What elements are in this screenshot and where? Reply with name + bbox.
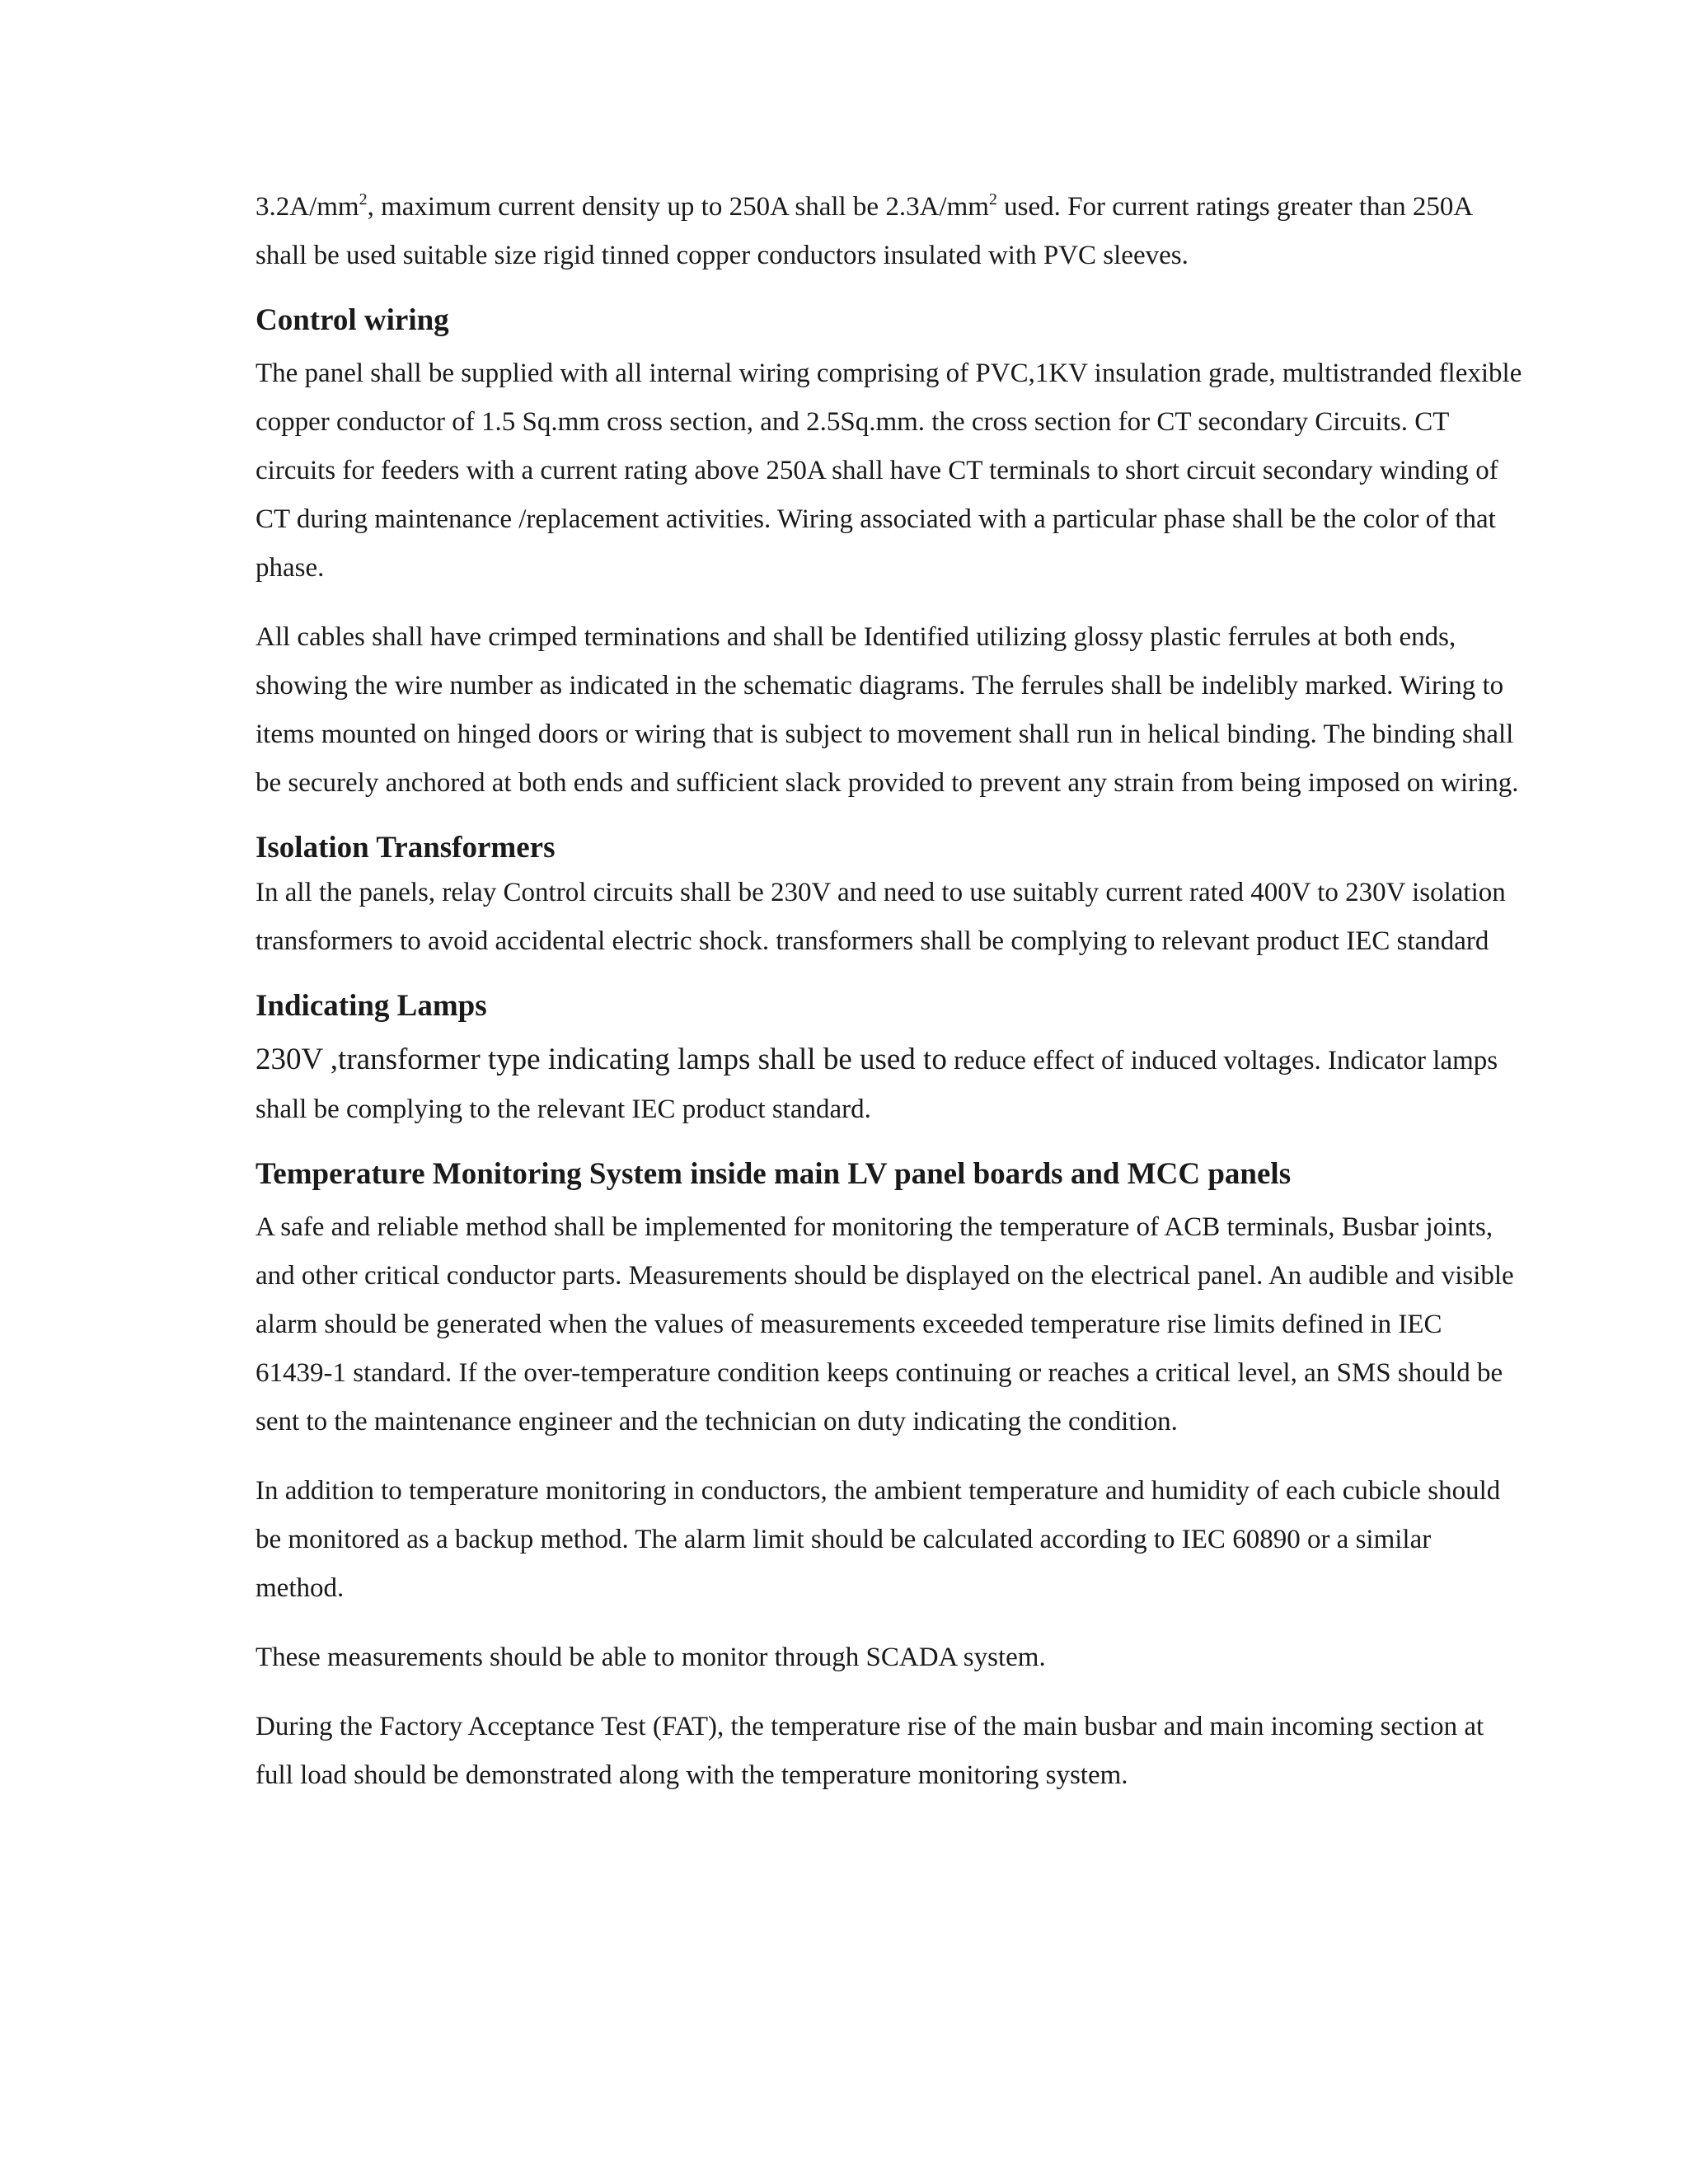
document-page <box>256 183 1525 1800</box>
lamps-text-rest: reduce effect of induced voltages. Indicator lamps shall be complying to the relevant IEC product standard. <box>256 1046 1498 1124</box>
temperature-paragraph-3: These measurements should be able to monitor through SCADA system. <box>256 1643 1046 1672</box>
intro-text-part3: used. For current ratings greater than 250A shall be used suitable size rigid tinned copper conductors insulated with PVC sleeves. <box>256 192 1472 270</box>
isolation-paragraph: In all the panels, relay Control circuits shall be 230V and need to use suitably current rated 400V to 230V isolation transformers to avoid accidental electric shock. transformers shall be complying to relevant product IEC standard <box>256 878 1506 956</box>
intro-text-part2: , maximum current density up to 250A shall be 2.3A/mm <box>367 192 989 222</box>
temperature-paragraph-4: During the Factory Acceptance Test (FAT), the temperature rise of the main busbar and main incoming section at full load should be demonstrated along with the temperature monitoring system. <box>256 1712 1484 1790</box>
lamps-paragraph <box>256 1035 1525 1134</box>
heading-indicating-lamps: Indicating Lamps <box>256 989 487 1023</box>
intro-text-part1: 3.2A/mm <box>256 192 359 222</box>
control-wiring-paragraph-2: All cables shall have crimped terminations and shall be Identified utilizing glossy plastic ferrules at both ends, showing the wire number as indicated in the schematic diagrams. The ferrules shall be indelibly marked. Wiring to items mounted on hinged doors or wiring that is subject to movement shall run in helical binding. The binding shall be securely anchored at both ends and sufficient slack provided to prevent any strain from being imposed on wiring. <box>256 622 1519 798</box>
temperature-paragraph-1: A safe and reliable method shall be implemented for monitoring the temperature of ACB terminals, Busbar joints, and other critical conductor parts. Measurements should be displayed on the electrical panel. An audible and visible alarm should be generated when the values of measurements exceeded temperature rise limits defined in IEC 61439-1 standard. If the over-temperature condition keeps continuing or reaches a critical level, an SMS should be sent to the maintenance engineer and the technician on duty indicating the condition. <box>256 1212 1514 1436</box>
superscript-1: 2 <box>359 190 368 209</box>
heading-isolation-transformers: Isolation Transformers <box>256 831 556 865</box>
lamps-text-large: 230V ,transformer type indicating lamps shall be used to <box>256 1043 947 1076</box>
heading-temperature-monitoring: Temperature Monitoring System inside main LV panel boards and MCC panels <box>256 1157 1292 1191</box>
control-wiring-paragraph-1: The panel shall be supplied with all internal wiring comprising of PVC,1KV insulation grade, multistranded flexible copper conductor of 1.5 Sq.mm cross section, and 2.5Sq.mm. the cross section for CT secondary Circuits. CT circuits for feeders with a current rating above 250A shall have CT terminals to short circuit secondary winding of CT during maintenance /replacement activities. Wiring associated with a particular phase shall be the color of that phase. <box>256 359 1522 583</box>
superscript-2: 2 <box>988 190 997 209</box>
temperature-paragraph-2: In addition to temperature monitoring in conductors, the ambient temperature and humidity of each cubicle should be monitored as a backup method. The alarm limit should be calculated according to IEC 60890 or a similar method. <box>256 1476 1501 1603</box>
intro-paragraph <box>256 183 1525 280</box>
heading-control-wiring: Control wiring <box>256 303 449 337</box>
